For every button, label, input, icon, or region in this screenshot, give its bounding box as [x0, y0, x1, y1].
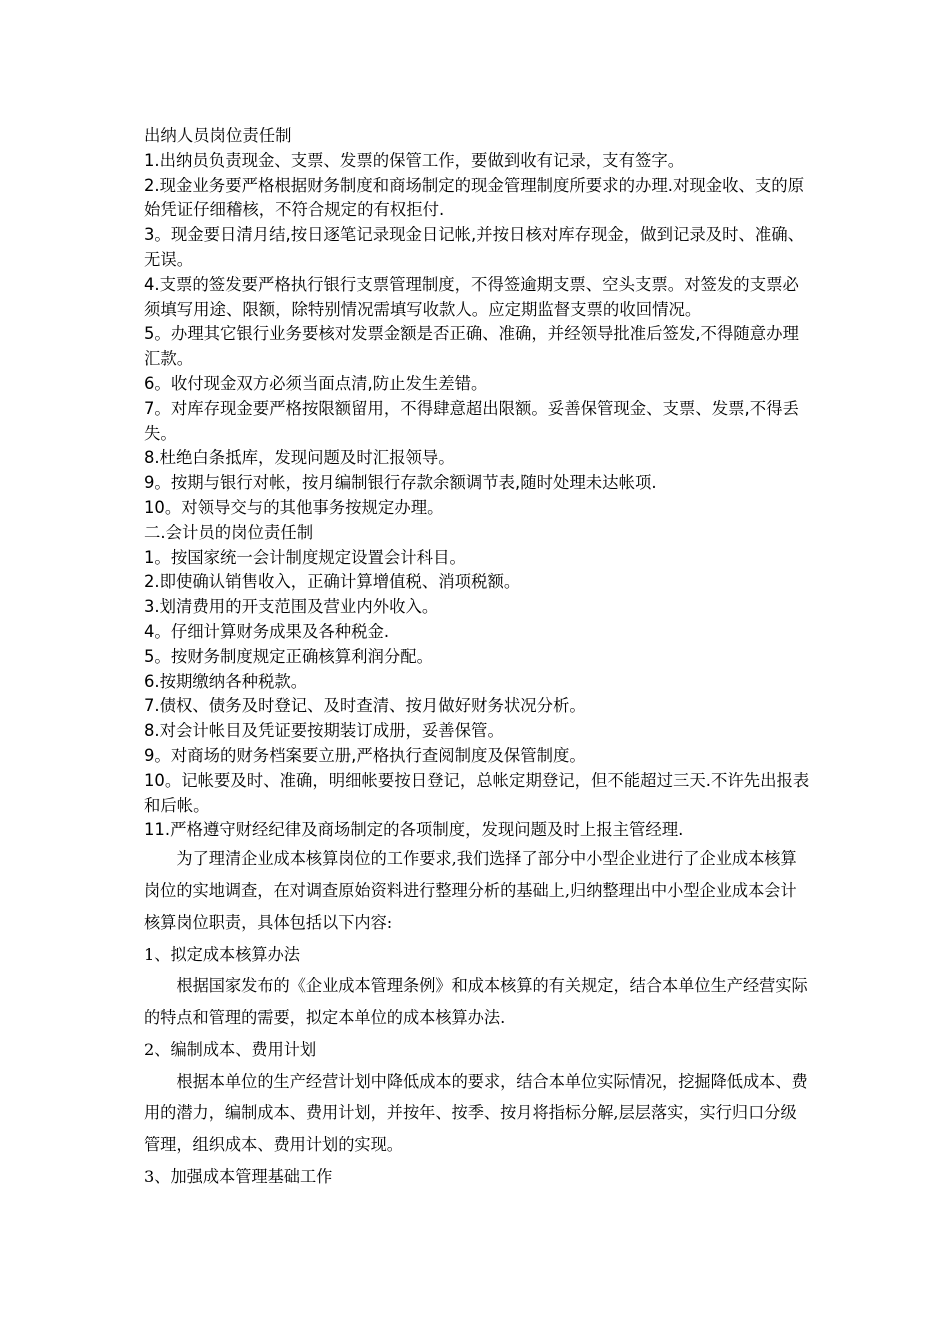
list-item: 1。按国家统一会计制度规定设置会计科目。: [144, 547, 466, 567]
list-item: 4.支票的签发要严格执行银行支票管理制度，不得签逾期支票、空头支票。对签发的支票必须填写用途、限额，除特别情况需填写收款人。应定期监督支票的收回情况。: [144, 274, 799, 319]
list-item: 10。对领导交与的其他事务按规定办理。: [144, 497, 444, 517]
list-item: 5。按财务制度规定正确核算利润分配。: [144, 646, 434, 666]
subheading: 3、加强成本管理基础工作: [144, 1167, 333, 1187]
cost-accounting-section: [144, 843, 810, 1193]
list-item: 6.按期缴纳各种税款。: [144, 671, 308, 691]
list-item: 8.杜绝白条抵库，发现问题及时汇报领导。: [144, 448, 455, 468]
section-title: 二.会计员的岗位责任制: [144, 522, 314, 542]
list-item: 11.严格遵守财经纪律及商场制定的各项制度，发现问题及时上报主管经理.: [144, 820, 684, 840]
list-item: 3.划清费用的开支范围及营业内外收入。: [144, 597, 439, 617]
list-item: 3。现金要日清月结,按日逐笔记录现金日记帐,并按日核对库存现金，做到记录及时、准确、无误。: [144, 225, 805, 269]
list-item: 9。按期与银行对帐，按月编制银行存款余额调节表,随时处理未达帐项.: [144, 473, 657, 493]
list-item: 7.债权、债务及时登记、及时查清、按月做好财务状况分析。: [144, 696, 586, 716]
paragraph: 根据本单位的生产经营计划中降低成本的要求，结合本单位实际情况，挖掘降低成本、费用的潜力，编制成本、费用计划，并按年、按季、按月将指标分解,层层落实，实行归口分级管理，组织成本、费用计划的实现。: [144, 1071, 808, 1155]
list-item: 10。记帐要及时、准确，明细帐要按日登记，总帐定期登记，但不能超过三天.不许先出报表和后帐。: [144, 770, 810, 815]
intro-paragraph: 为了理清企业成本核算岗位的工作要求,我们选择了部分中小型企业进行了企业成本核算岗位的实地调查，在对调查原始资料进行整理分析的基础上,归纳整理出中小型企业成本会计核算岗位职责，具体包括以下内容:: [144, 849, 797, 932]
subheading: 1、拟定成本核算办法: [144, 944, 300, 964]
list-item: 8.对会计帐目及凭证要按期装订成册，妥善保管。: [144, 721, 504, 741]
list-item: 7。对库存现金要严格按限额留用，不得肆意超出限额。妥善保管现金、支票、发票,不得丢失。: [144, 398, 799, 443]
list-item: 9。对商场的财务档案要立册,严格执行查阅制度及保管制度。: [144, 745, 586, 765]
list-item: 1.出纳员负责现金、支票、发票的保管工作，要做到收有记录，支有签字。: [144, 150, 685, 170]
list-item: 2.即使确认销售收入，正确计算增值税、消项税额。: [144, 572, 521, 592]
list-item: 5。办理其它银行业务要核对发票金额是否正确、准确，并经领导批准后签发,不得随意办理汇款。: [144, 324, 799, 369]
document-page: [144, 124, 810, 1193]
paragraph: 根据国家发布的《企业成本管理条例》和成本核算的有关规定，结合本单位生产经营实际的特点和管理的需要，拟定本单位的成本核算办法.: [144, 976, 808, 1028]
list-item: 6。收付现金双方必须当面点清,防止发生差错。: [144, 373, 488, 393]
subheading: 2、编制成本、费用计划: [144, 1039, 317, 1059]
list-item: 4。仔细计算财务成果及各种税金.: [144, 621, 390, 641]
section-title: 出纳人员岗位责任制: [144, 126, 292, 145]
cashier-section: [144, 124, 810, 843]
list-item: 2.现金业务要严格根据财务制度和商场制定的现金管理制度所要求的办理.对现金收、支的原始凭证仔细稽核，不符合规定的有权拒付.: [144, 175, 805, 220]
